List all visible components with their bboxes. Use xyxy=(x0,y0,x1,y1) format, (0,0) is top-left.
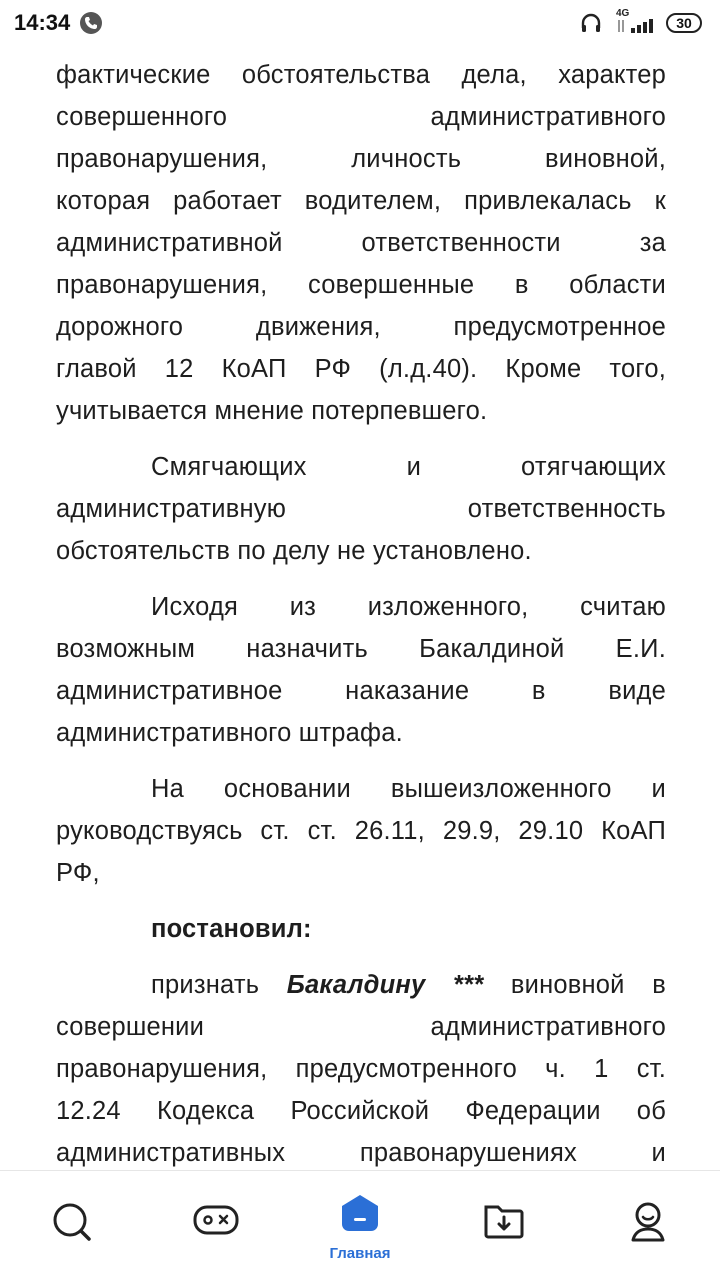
nav-games[interactable] xyxy=(144,1171,288,1281)
text-line: совершенного административного xyxy=(56,103,666,131)
resolution-heading: постановил: xyxy=(151,915,312,943)
nav-profile[interactable] xyxy=(576,1171,720,1281)
text-line: административного штрафа. xyxy=(56,719,403,747)
paragraph-1 xyxy=(56,54,666,432)
text-line: правонарушения, совершенные в области xyxy=(56,271,666,299)
search-icon xyxy=(51,1201,93,1243)
status-time: 14:34 xyxy=(14,10,71,35)
text-line: возможным назначить Бакалдиной Е.И. xyxy=(56,635,666,663)
paragraph-heading xyxy=(56,908,666,950)
text-line: правонарушения, личность виновной, xyxy=(56,145,666,173)
headphones-icon xyxy=(580,12,602,39)
text-line: обстоятельств по делу не установлено. xyxy=(56,537,532,565)
text-line: Смягчающих и отягчающих xyxy=(151,453,666,481)
profile-icon xyxy=(628,1201,668,1243)
paragraph-4 xyxy=(56,768,666,894)
paragraph-5 xyxy=(56,964,666,1174)
text-line: административных правонарушениях и xyxy=(56,1139,666,1167)
bottom-navigation xyxy=(0,1170,720,1281)
text-line: 12.24 Кодекса Российской Федерации об xyxy=(56,1097,666,1125)
network-type: 4G xyxy=(616,8,630,19)
signal-icon xyxy=(617,18,657,39)
gamepad-icon xyxy=(192,1201,240,1239)
text-line: административное наказание в виде xyxy=(56,677,666,705)
nav-downloads[interactable] xyxy=(432,1171,576,1281)
text-line: административной ответственности за xyxy=(56,229,666,257)
text-line: совершении административного xyxy=(56,1013,666,1041)
text-fragment: виновной в xyxy=(510,971,666,999)
phone-icon xyxy=(80,12,102,34)
text-line: дорожного движения, предусмотренное xyxy=(56,313,666,341)
paragraph-2 xyxy=(56,446,666,572)
battery-indicator: 30 xyxy=(666,13,702,33)
text-line: которая работает водителем, привлекалась к xyxy=(56,187,666,215)
text-line: РФ, xyxy=(56,859,100,887)
defendant-name: Бакалдину *** xyxy=(286,971,484,999)
paragraph-3 xyxy=(56,586,666,754)
status-bar xyxy=(0,0,720,48)
home-icon xyxy=(339,1193,381,1233)
download-folder-icon xyxy=(482,1201,526,1241)
text-line: На основании вышеизложенного и xyxy=(151,775,666,803)
text-line: фактические обстоятельства дела, характер xyxy=(56,61,666,89)
text-line: Исходя из изложенного, считаю xyxy=(151,593,666,621)
text-fragment: признать xyxy=(151,971,260,999)
text-line: административную ответственность xyxy=(56,495,666,523)
text-line xyxy=(56,964,666,1006)
nav-home[interactable] xyxy=(288,1171,432,1281)
text-line: главой 12 КоАП РФ (л.д.40). Кроме того, xyxy=(56,355,666,383)
text-line: правонарушения, предусмотренного ч. 1 ст. xyxy=(56,1055,666,1083)
document-body xyxy=(56,54,666,1174)
text-line: учитывается мнение потерпевшего. xyxy=(56,397,488,425)
text-line: руководствуясь ст. ст. 26.11, 29.9, 29.10 КоАП xyxy=(56,817,666,845)
nav-search[interactable] xyxy=(0,1171,144,1281)
nav-home-label: Главная xyxy=(329,1245,391,1262)
